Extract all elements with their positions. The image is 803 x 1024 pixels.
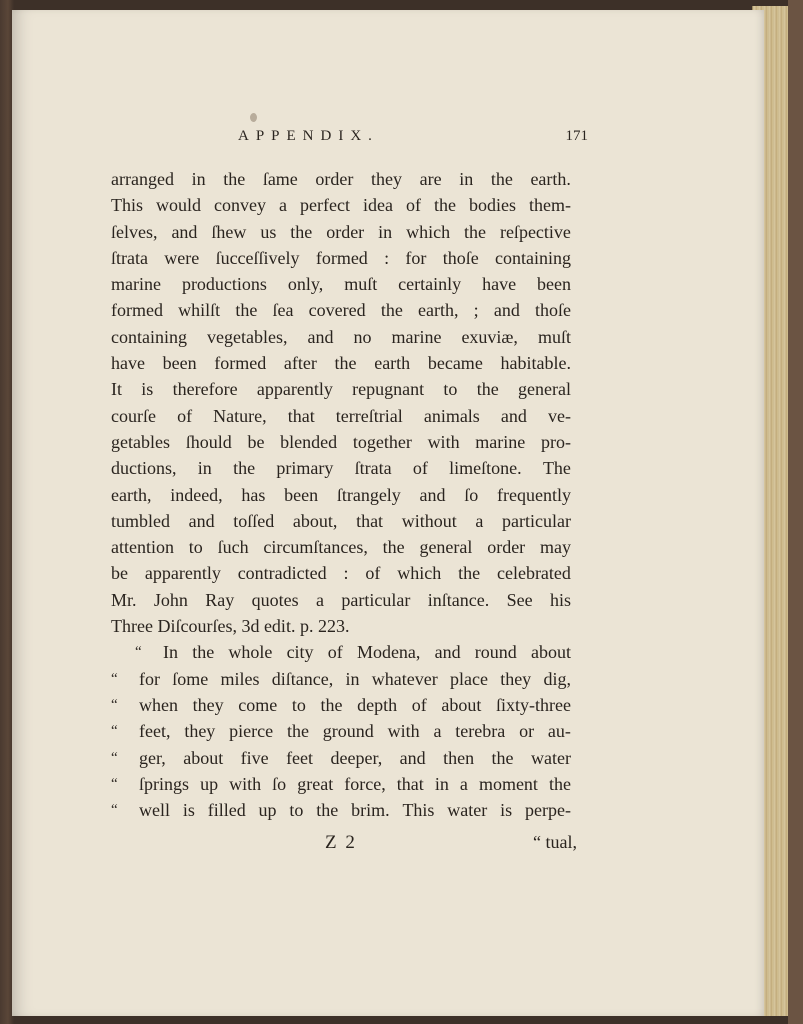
text-line: getables ſhould be blended together with marine pro- (111, 431, 571, 452)
quote-mark: “ (111, 723, 118, 740)
quote-line (111, 692, 571, 718)
quote-mark: “ (111, 775, 118, 792)
quote-text: for ſome miles diſtance, in whatever place they dig, (139, 668, 571, 689)
signature-mark: Z 2 (325, 832, 357, 853)
quote-line (111, 639, 571, 665)
body-text (111, 166, 571, 823)
text-line: ductions, in the primary ſtrata of limeſtone. The (111, 458, 571, 479)
text-line: containing vegetables, and no marine exuviæ, muſt (111, 326, 571, 347)
quote-text: feet, they pierce the ground with a terebra or au- (139, 721, 571, 742)
quote-line (111, 797, 571, 823)
text-line: arranged in the ſame order they are in the earth. (111, 169, 571, 189)
text-line: be apparently contradicted : of which the celebrated (111, 563, 571, 584)
quote-text: well is filled up to the brim. This water is perpe- (139, 800, 571, 821)
quote-text: ger, about five feet deeper, and then the water (139, 747, 571, 768)
page-number: 171 (565, 128, 588, 144)
text-line: courſe of Nature, that terreſtrial animals and ve- (111, 405, 571, 426)
text-line: marine productions only, muſt certainly have been (111, 274, 571, 295)
page-footer (111, 832, 577, 858)
text-line: ſelves, and ſhew us the order in which the reſpective (111, 221, 571, 242)
ink-smudge (250, 113, 257, 122)
running-head (238, 128, 588, 150)
text-line: tumbled and toſſed about, that without a particular (111, 510, 571, 531)
text-line: This would convey a perfect idea of the bodies them- (111, 195, 571, 216)
quote-mark: “ (111, 670, 118, 687)
quote-line (111, 666, 571, 692)
quote-line (111, 771, 571, 797)
text-line: earth, indeed, has been ſtrangely and ſo frequently (111, 484, 571, 505)
text-line: Three Diſcourſes, 3d edit. p. 223. (111, 616, 350, 637)
book-cover-edge (788, 0, 803, 1024)
quote-line (111, 745, 571, 771)
quote-mark: “ (111, 696, 118, 713)
running-head-title: APPENDIX. (238, 128, 379, 144)
catchword: “ tual, (533, 832, 577, 852)
text-line: ſtrata were ſucceſſively formed : for thoſe containing (111, 247, 571, 268)
text-line: formed whilſt the ſea covered the earth, ; and thoſe (111, 300, 571, 321)
text-line: attention to ſuch circumſtances, the general order may (111, 537, 571, 558)
quote-mark: “ (111, 802, 118, 819)
quote-text: ſprings up with ſo great force, that in a moment the (139, 773, 571, 794)
quote-mark: “ (111, 749, 118, 766)
quote-text: In the whole city of Modena, and round about (163, 642, 571, 663)
quote-line (111, 718, 571, 744)
quote-text: when they come to the depth of about ſixty-three (139, 694, 571, 715)
text-line: Mr. John Ray quotes a particular inſtance. See his (111, 589, 571, 610)
text-line: It is therefore apparently repugnant to the general (111, 379, 571, 400)
text-line: have been formed after the earth became habitable. (111, 353, 571, 374)
quote-mark: “ (135, 644, 142, 661)
